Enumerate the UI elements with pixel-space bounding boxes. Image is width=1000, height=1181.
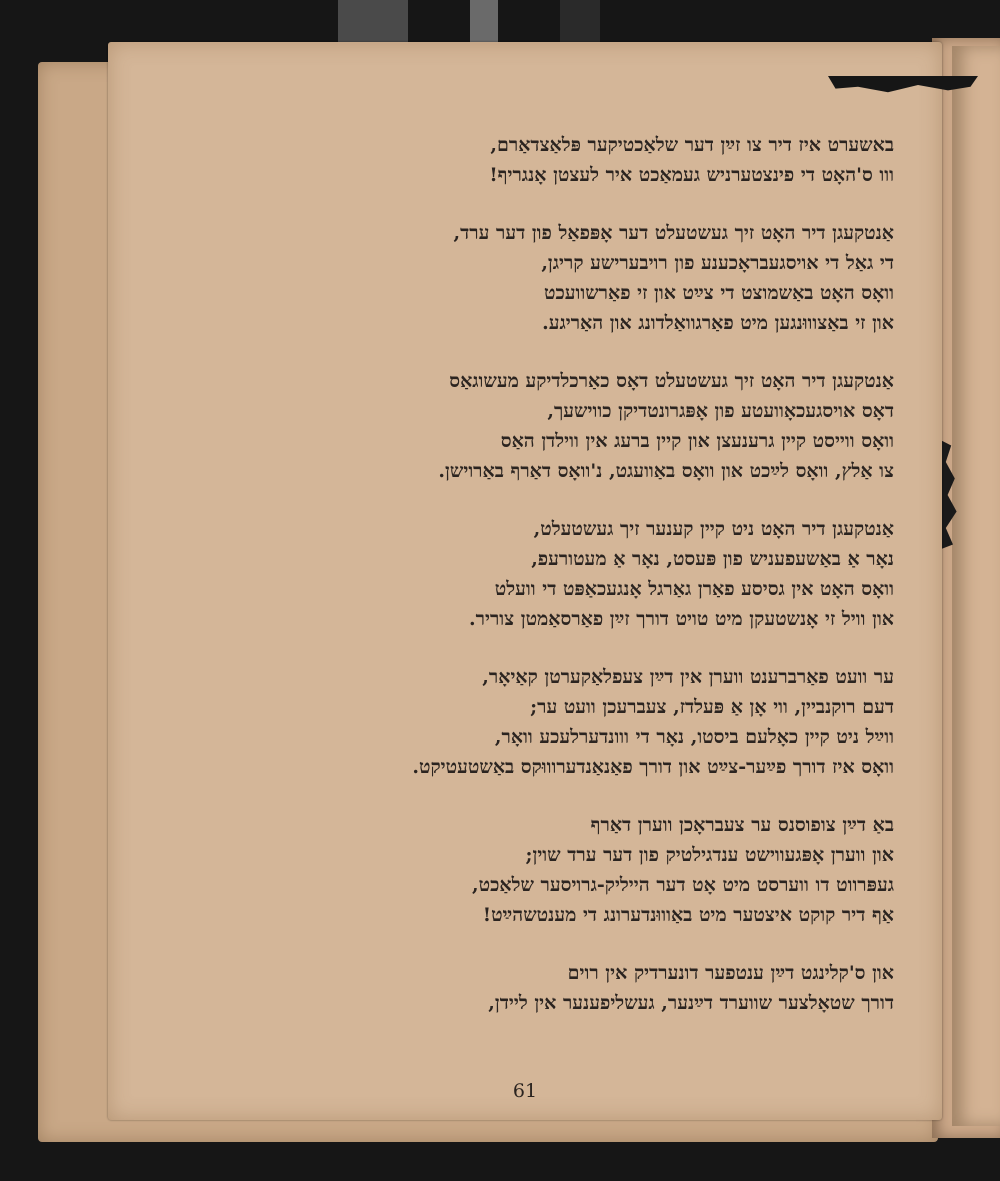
stanza	[254, 514, 894, 634]
poem-line: און ס'קלינגט דײַן ענטפער דונערדיק אין רוים	[567, 962, 894, 984]
poem-line: נאָר אַ באַשעפעניש פון פּעסט, נאָר אַ מעטורעפ,	[531, 548, 894, 570]
poem-line: און וויל זי אָנשטעקן מיט טויט דורך זײַן פאַרסאַמטן צוריר.	[469, 608, 894, 630]
poem-line: וואָס האָט באַשמוצט די צײַט און זי פאַרשוועכט	[543, 282, 894, 304]
stanza	[254, 366, 894, 486]
poem-line: געפּרווט דו ווערסט מיט אָט דער הייליק-גרויסער שלאַכט,	[472, 874, 894, 896]
poem-line: וואָס ווייסט קיין גרענעצן און קיין ברעג אין ווילדן האַס	[500, 430, 894, 452]
stanza	[254, 130, 894, 190]
adjacent-page-edge	[952, 46, 1000, 1126]
poem-line: וואָס איז דורך פײַער-צײַט און דורך פאַנאַנדערוווּקס באַשטעטיקט.	[412, 756, 894, 778]
poem-line: ווו ס'האָט די פינצטערניש געמאַכט איר לעצטן אָנגריף!	[489, 164, 894, 186]
poem-line: וואָס האָט אין גסיסע פאַרן גאַרגל אָנגעכאַפּט די וועלט	[494, 578, 894, 600]
poem-line: אַנטקעגן דיר האָט זיך געשטעלט דאָס כאַרכלדיקע מעשוגאַס	[449, 370, 894, 392]
poem-line: דורך שטאָלצער שווערד דײַנער, געשליפענער אין ליידן,	[488, 992, 894, 1014]
poem-text	[254, 130, 894, 1018]
page-number: 61	[512, 1080, 538, 1102]
poem-line: באשערט איז דיר צו זײַן דער שלאַכטיקער פּלאַצדאַרם,	[490, 134, 894, 156]
stanza	[254, 662, 894, 782]
poem-line: און ווערן אָפּגעווישט ענדגילטיק פון דער ערד שוין;	[525, 844, 894, 866]
stanza	[254, 958, 894, 1018]
poem-line: ווײַל ניט קיין כאָלעם ביסטו, נאָר די ווונדערלעכע וואָר,	[494, 726, 894, 748]
poem-line: אַף דיר קוקט איצטער מיט באַוווּנדערונג די מענטשהײַט!	[482, 904, 894, 926]
poem-line: און זי באַצוווּנגען מיט פאַרגוואַלדונג און האַריגע.	[542, 312, 894, 334]
poem-line: די גאַל די אויסגעבראָכענע פון רויבערישע קריגן,	[541, 252, 894, 274]
poem-line: אַנטקעגן דיר האָט זיך געשטעלט דער אָפּפאַל פון דער ערד,	[453, 222, 894, 244]
poem-line: ער וועט פאַרברענט ווערן אין דײַן צעפלאַקערטן קאַיאָר,	[482, 666, 894, 688]
poem-line: באַ דײַן צופוסנס ער צעבראָכן ווערן דאַרף	[590, 814, 894, 836]
poem-line: צו אַלץ, וואָס לײַכט און וואָס באַוועגט, נ'וואָס דאַרף באַרוישן.	[438, 460, 894, 482]
poem-line: דעם רוקנביין, ווי אָן אַ פּעלדז, צעברעכן וועט ער;	[530, 696, 894, 718]
stanza	[254, 218, 894, 338]
poem-line: אַנטקעגן דיר האָט ניט קיין קענער זיך געשטעלט,	[533, 518, 894, 540]
poem-line: דאָס אויסגעכאָוועטע פון אָפּגרונטדיקן כווישעך,	[547, 400, 894, 422]
stanza	[254, 810, 894, 930]
